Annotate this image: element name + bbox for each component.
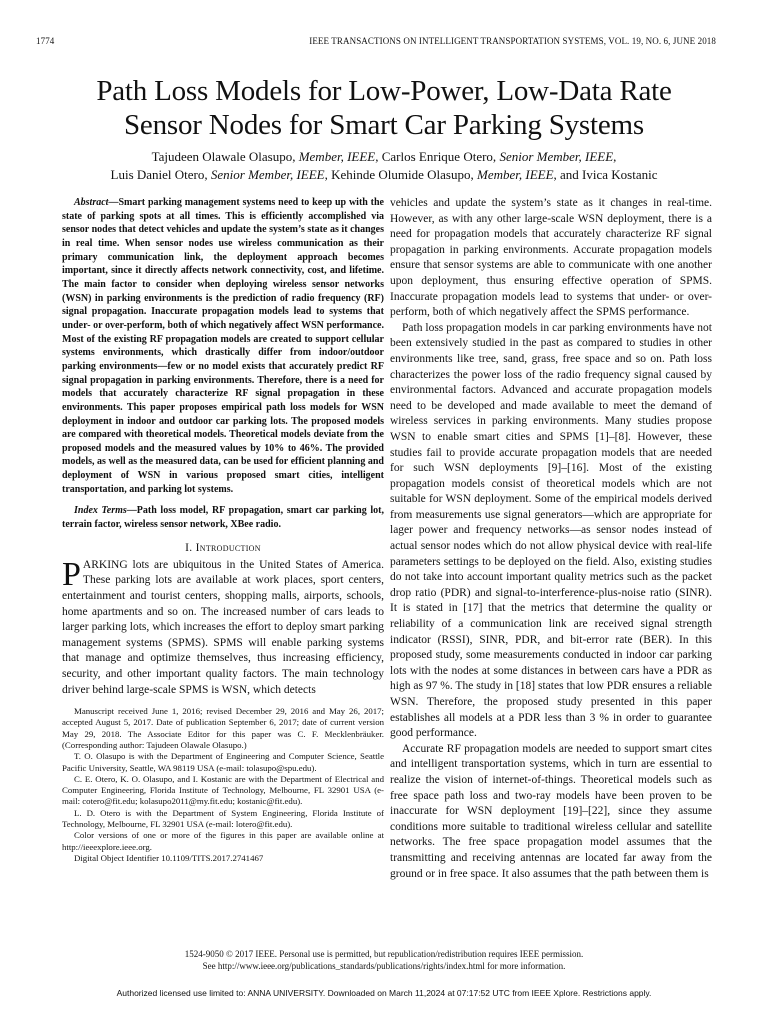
page-number: 1774 [36,36,55,46]
author-name: , Kehinde Olumide Olasupo, [324,167,477,182]
copyright-line-2: See http://www.ieee.org/publications_standards/publications/rights/index.html for more information. [202,960,566,971]
right-column [390,196,712,882]
section-heading-introduction: I. Introduction [185,541,261,554]
intro-text: lots are ubiquitous in the United States of America. These parking lots are available at work places, sport centers, entertainment and tourist centers, shopping malls, airports, schools, home apartments and so on. The increased number of cars leads to larger parking lots, which increases the effort to deploy smart parking management systems (SPMS). SPMS will enable parking systems that manage and optimize themselves, thus increasing efficiency, security, and other important quality factors. The main technology driver behind large-scale SPMS is WSN, which detects [62,558,384,696]
index-terms-text: —Path loss model, RF propagation, smart car parking lot, terrain factor, wireless sensor network, XBee radio. [62,505,384,531]
author-role: Member, IEEE [298,149,376,164]
copyright-line-1: 1524-9050 © 2017 IEEE. Personal use is permitted, but republication/redistribution requires IEEE permission. [184,949,584,959]
index-terms-lead: Index Terms [74,505,127,517]
title-line-2: Sensor Nodes for Smart Car Parking Systems [123,109,644,141]
abstract [62,196,384,496]
paper-title [0,74,768,142]
author-name: , and Ivica Kostanic [553,167,658,182]
index-terms [62,504,384,531]
author-name: , Carlos Enrique Otero, [375,149,500,164]
abstract-text: —Smart parking management systems need to keep up with the state of parking spots at all times. This is efficiently accomplished via sensor nodes that detect vehicles and update the system’s state as it changes in real time. When sensor nodes use wireless communication as their primary communication link, the deployment approach becomes important, since it directly affects network connectivity, cost, and lifetime. The main factor to consider when deploying wireless sensor networks (WSN) in parking environments is the prediction of radio frequency (RF) signal propagation. Inaccurate propagation models lead to systems that under- or over-perform, both of which negatively affect WSN performance. Most of the existing RF propagation models are created to support cellular systems environments, which drastically differ from indoor/outdoor parking environments—few or no model exists that accurately predict RF signal propagation in parking environments. Therefore, there is a need for models that accurately characterize RF signal propagation in these environments. This paper proposes empirical path loss models for WSN deployment in indoor and outdoor car parking lots. The proposed models are compared with theoretical models. Theoretical models deviate from the proposed models and the measured values by 10% to 46%. The provided models, as well as the measured data, can be used for efficient planning and deployment of WSN in various proposed smart cities, intelligent transportation, and parking lot systems. [62,197,384,495]
footnote-affiliation: T. O. Olasupo is with the Department of Engineering and Computer Science, Seattle Pacific University, Seattle, WA 98119 USA (e-mail: tolasupo@spu.edu). [62,751,384,773]
intro-paragraph [62,555,384,698]
abstract-lead: Abstract [74,197,109,208]
footnote-affiliation: L. D. Otero is with the Department of System Engineering, Florida Institute of Technology, Melbourne, FL 32901 USA (e-mail: lotero@fit.edu). [62,807,384,830]
intro-first-word: ARKING [82,558,128,571]
author-role: Member, IEEE [476,167,554,182]
author-line-2 [0,166,768,184]
body-paragraph: vehicles and update the system’s state as it changes in real-time. However, as with any other large-scale WSN deployment, there is a need for propagation models that accurately characterize RF signal propagation in parking environments. Accurate propagation models ensure that sensor systems are able to communicate with one another upon deployment, thus ensuring effective operation of SPMS. Inaccurate propagation models lead to systems that under- or over-perform, both of which negatively affect the SPMS performance. [390,197,712,319]
footnote-affiliation: C. E. Otero, K. O. Olasupo, and I. Kostanic are with the Department of Electrical and Computer Engineering, Florida Institute of Technology, Melbourne, FL 32901 USA (e-mail: cotero@fit.edu; kolasupo2011@my.fit.edu; kostanic@fit.edu). [62,773,384,807]
left-column [62,196,384,864]
footnote-doi: Digital Object Identifier 10.1109/TITS.2017.2741467 [74,852,264,863]
journal-header: IEEE TRANSACTIONS ON INTELLIGENT TRANSPORTATION SYSTEMS, VOL. 19, NO. 6, JUNE 2018 [309,36,716,46]
author-name: Luis Daniel Otero, [110,167,211,182]
body-paragraph: Accurate RF propagation models are needed to support smart cites and intelligent transportation systems, which in turn are essential to realize the vision of internet-of-things. Theoretical models such as free space path loss and two-ray models have been proven to be inaccurate for WSN deployment [19]–[22], since they assume conditions more suitable to traditional wireless cellular and satellite networks. The free space propagation model assumes that the transmitting and receiving antennas are located far away from the ground or in free space. It also assumes that the path between them is [390,742,712,880]
footnote-manuscript: Manuscript received June 1, 2016; revised December 29, 2016 and May 26, 2017; accepted August 5, 2017. Date of publication September 6, 2017; date of current version May 29, 2018. The Associate Editor for this paper was C. F. Mecklenbräuker. (Corresponding author: Tajudeen Olawale Olasupo.) [62,706,384,750]
author-name: Tajudeen Olawale Olasupo, [151,149,299,164]
footnote-color-versions: Color versions of one or more of the figures in this paper are available online at http://ieeexplore.ieee.org. [62,830,384,852]
footnotes [62,706,384,864]
author-role: Senior Member, IEEE [210,167,325,182]
author-line-1 [0,148,768,166]
body-paragraph: Path loss propagation models in car parking environments have not been extensively studied in the past as compared to studies in other environments like tree, sand, grass, free space and so on. Path loss characterizes the power loss of the radio frequency signal caused by environmental factors. Advanced and accurate propagation models need to be developed and made available to meet the demand of wireless services in parking environments. Many studies propose WSN to enable smart cities and SPMS [1]–[8]. However, these studies fail to provide accurate propagation models that are needed for such WSN deployments [9]–[16]. Most of the existing propagation models consist of theoretical models which are not suitable for WSN deployment. Some of the empirical models derived from measurements use signal generators—which are appropriate for lager power and frequency networks—as sensor nodes instead of actual sensor nodes which do not allow physical device with real-life parameters settings to be deployed on the field. Also, existing studies do not take into account important quality metrics such as the packet drop ratio (PDR) and signal-to-interference-plus-noise ratio (SINR). It is stated in [17] that the metrics that determine the quality or reliability of a communication link are received signal strength indicator (RSSI), SINR, PDR, and bit-error rate (BER). In this proposed study, some measurements conducted in indoor car parking lots with the nodes at some distances in between cars have a PDR as high as 97 %. The study in [18] states that low PDR ensures a reliable WSN. Therefore, the proposed study presented in this paper establishes all models at a PDR less than 3 % in order to guarantee good performance. [390,321,712,740]
author-role: Senior Member, IEEE [499,149,614,164]
author-separator: , [613,149,617,164]
copyright-notice [0,949,768,972]
drop-cap: P [62,555,81,593]
author-list [0,148,768,184]
title-line-1: Path Loss Models for Low-Power, Low-Data Rate [96,75,672,107]
authorized-use-notice: Authorized licensed use limited to: ANNA UNIVERSITY. Downloaded on March 11,2024 at 07:17:52 UTC from IEEE Xplore. Restrictions apply. [116,988,652,998]
